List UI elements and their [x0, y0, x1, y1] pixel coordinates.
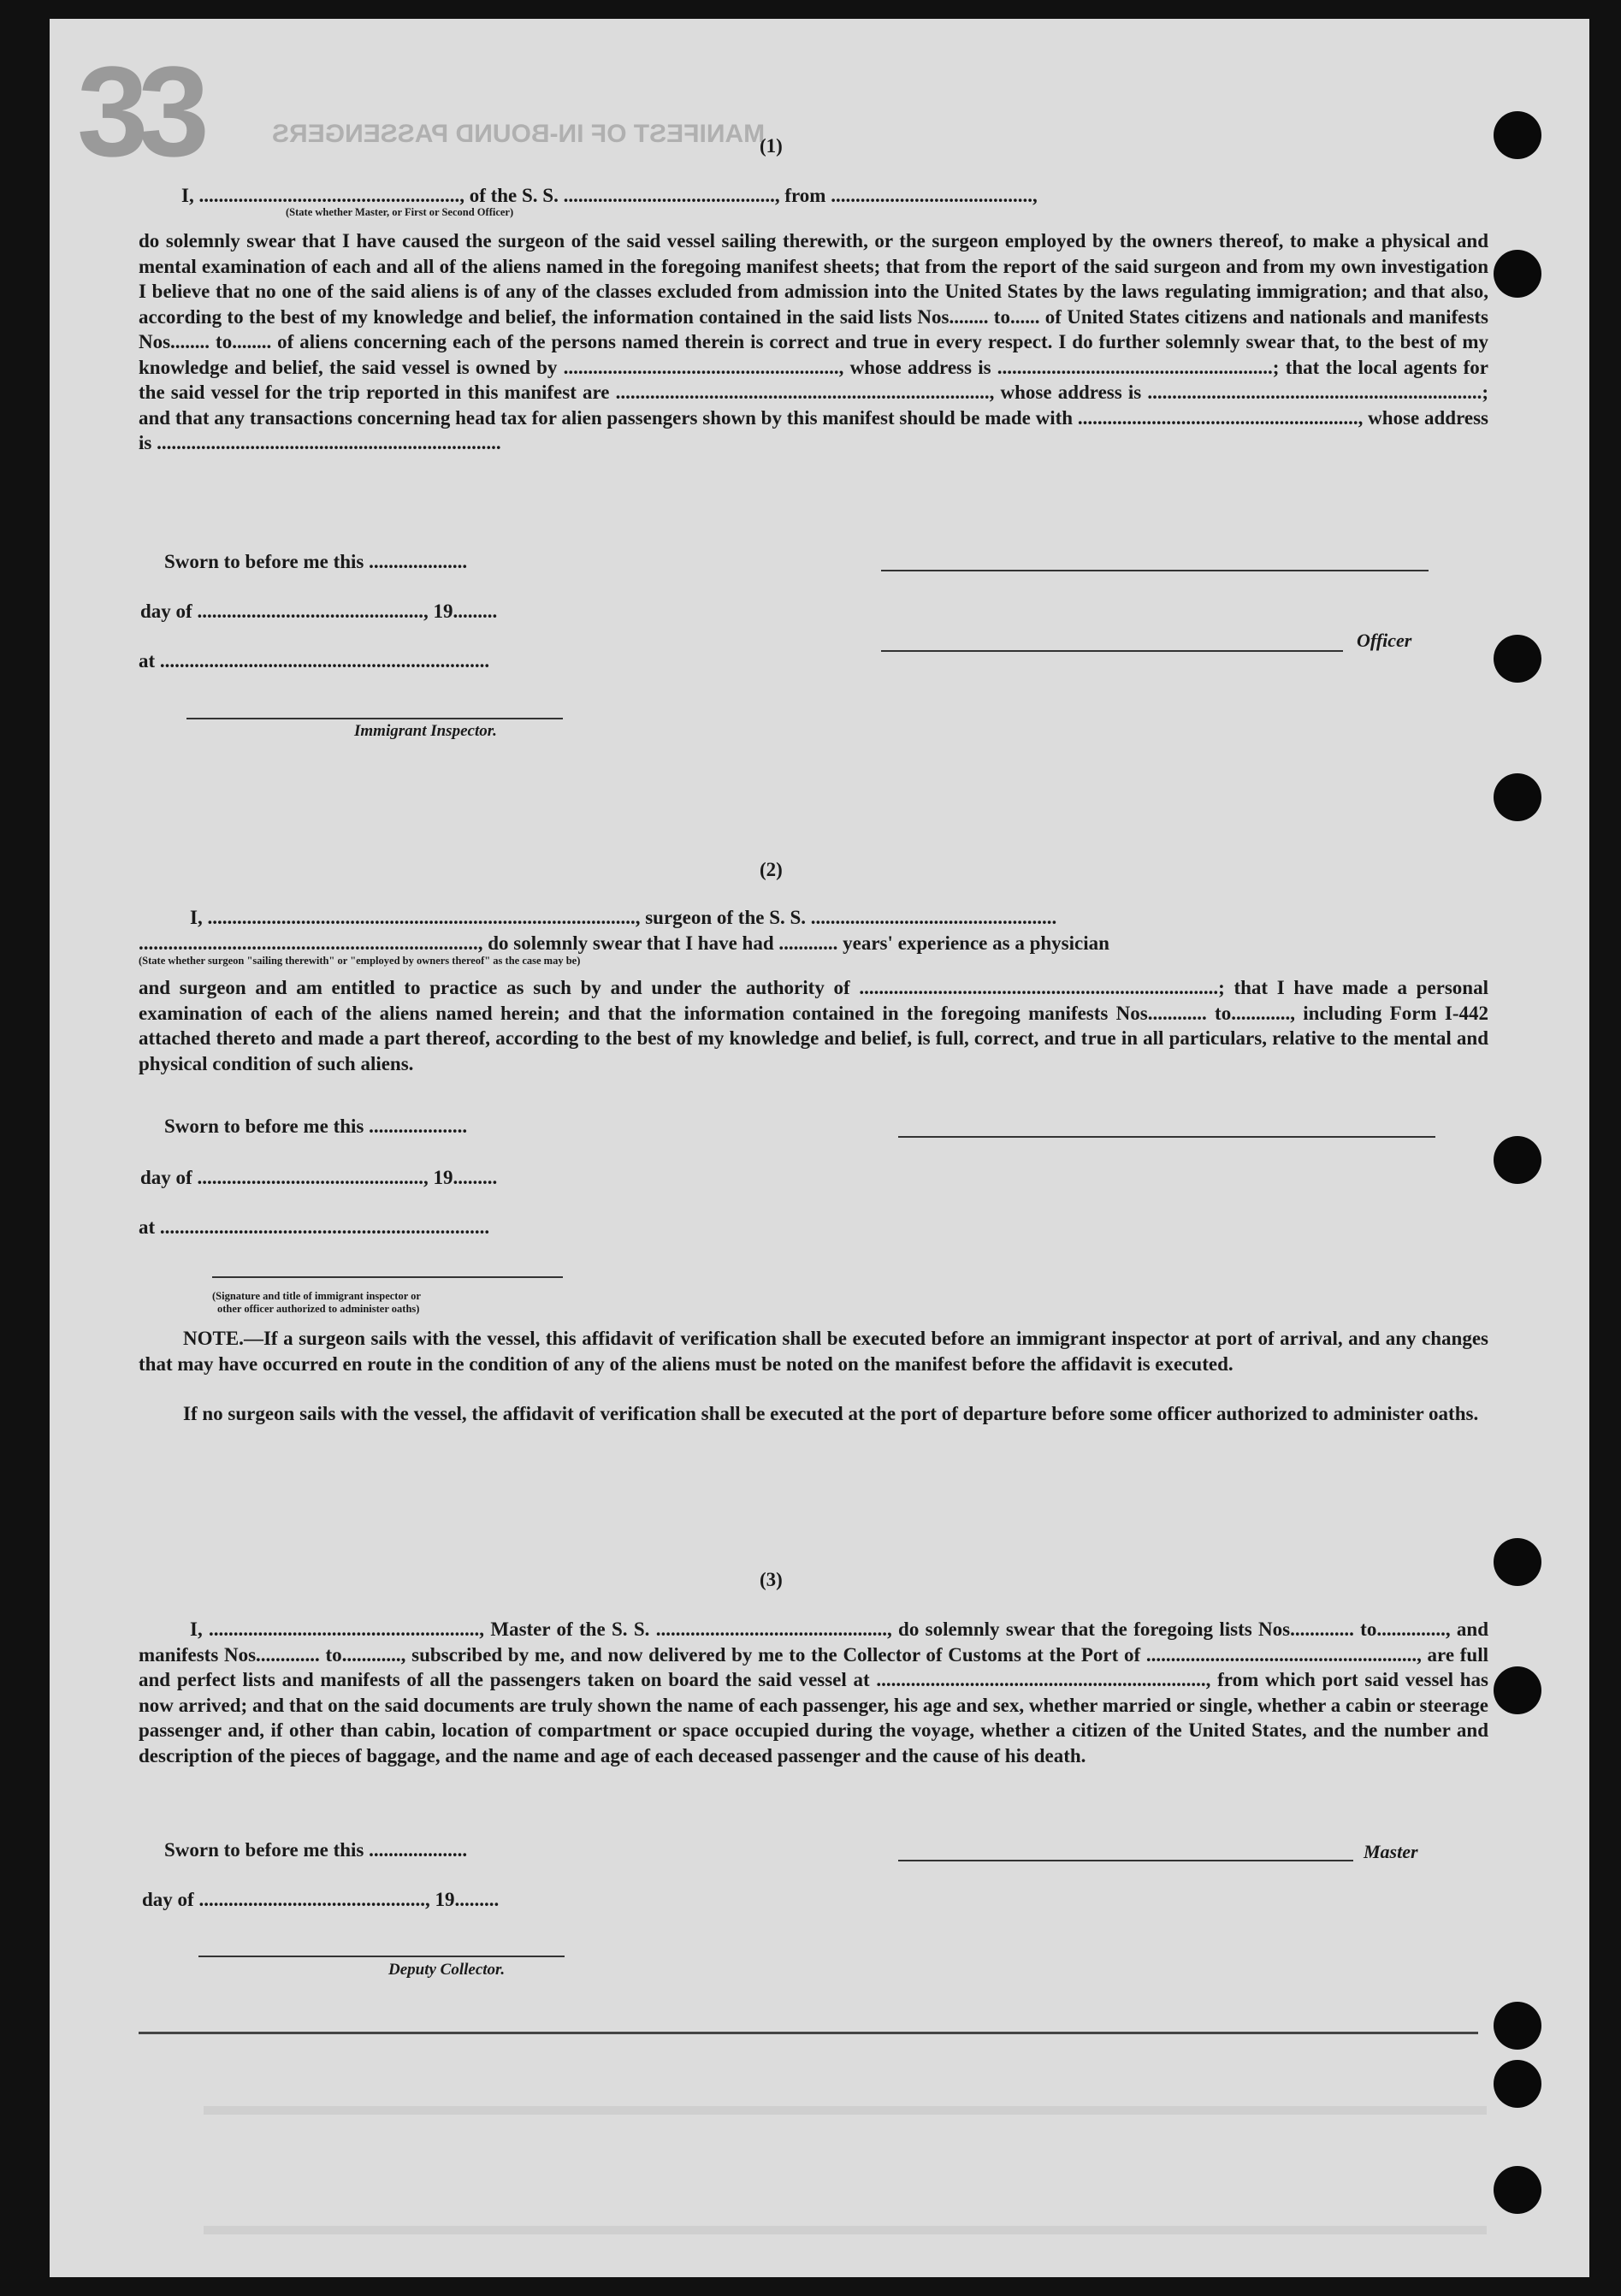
signature-note-line-1: (Signature and title of immigrant inspector or — [212, 1290, 421, 1302]
master-signature-line — [898, 1860, 1353, 1861]
section-1-oath-text: do solemnly swear that I have caused the surgeon of the said vessel sailing therewith, or the surgeon employed by the owners thereof, to make a physical and mental examination of each and all of the aliens named in the foregoing manifest sheets; that from the report of the said surgeon and from my own investigation I believe that no one of the said aliens is of any of the classes excluded from admission into the United States by the laws regulating immigration; and that also, according to the best of my knowledge and belief, the information contained in the said lists Nos........ to...... of United States citizens and nationals and manifests Nos........ to........ of aliens concerning each of the persons named therein is correct and true in every respect. I do further solemnly swear that, to the best of my knowledge and belief, the said vessel is owned by ........................................................, whose address is ........................................................; that the local agents for the said vessel for the trip reported in this manifest are ............................................................................, whose address is ....................................................................; and that any transactions concerning head tax for alien passengers shown by this manifest should be made with ........................................................., whose address is ...................................................................... — [139, 230, 1488, 453]
ghost-header-title: MANIFEST OF IN-BOUND PASSENGERS — [272, 120, 766, 148]
punch-hole — [1494, 2060, 1541, 2108]
section-2-heading: (2) — [760, 859, 783, 880]
note-body: —If a surgeon sails with the vessel, this affidavit of verification shall be executed before an immigrant inspector at port of arrival, and any changes that may have occurred en route in the condition of any of the aliens must be noted on the manifest before the affidavit is executed. — [139, 1328, 1488, 1375]
inspector-2-signature-line — [212, 1276, 563, 1278]
surgeon-note-paragraph — [139, 1326, 1488, 1376]
section-2-signature-line — [898, 1136, 1435, 1138]
punch-hole — [1494, 1136, 1541, 1184]
punch-hole — [1494, 111, 1541, 159]
punch-hole — [1494, 1666, 1541, 1714]
inspector-caption: Immigrant Inspector. — [354, 722, 497, 740]
section-1-heading: (1) — [760, 135, 783, 157]
officer-caption: Officer — [1357, 630, 1412, 651]
collector-signature-line — [198, 1956, 565, 1957]
section-1-sworn-line: Sworn to before me this .................... — [164, 551, 468, 572]
manifest-page — [50, 19, 1589, 2277]
punch-hole — [1494, 2166, 1541, 2214]
section-2-surgeon-note: (State whether surgeon "sailing therewith" or "employed by owners thereof" as the case may be) — [139, 955, 581, 967]
ghost-bottom-stamp — [204, 2106, 1487, 2234]
section-2-opening-line: I, ......................................................................................., surgeon of the S. S. .................................................. — [190, 907, 1057, 928]
ghost-stamp-number: 33 — [77, 39, 199, 183]
section-3-day-line: day of .............................................., 19......... — [142, 1889, 500, 1910]
section-2-day-line: day of .............................................., 19......... — [140, 1167, 498, 1188]
note-label: NOTE. — [183, 1328, 244, 1349]
section-1-signature-line-a — [881, 570, 1429, 571]
inspector-signature-line — [186, 718, 563, 719]
section-2-at-line: at ................................................................... — [139, 1216, 490, 1238]
punch-hole — [1494, 635, 1541, 683]
section-2-sworn-line: Sworn to before me this .................... — [164, 1115, 468, 1137]
punch-hole — [1494, 773, 1541, 821]
collector-caption: Deputy Collector. — [388, 1961, 506, 1979]
section-1-at-line: at ................................................................... — [139, 650, 490, 672]
signature-note-line-2: other officer authorized to administer oaths) — [217, 1303, 420, 1315]
no-surgeon-note-paragraph — [139, 1401, 1488, 1427]
section-3-heading: (3) — [760, 1569, 783, 1590]
master-caption: Master — [1364, 1841, 1418, 1862]
section-1-officer-note: (State whether Master, or First or Second Officer) — [286, 206, 514, 218]
note-body-2: If no surgeon sails with the vessel, the affidavit of verification shall be executed at the port of departure before some officer authorized to administer oaths. — [183, 1403, 1479, 1424]
section-2-oath-text: and surgeon and am entitled to practice as such by and under the authority of .........................................................................; that I have made a personal examination of each of the aliens named herein; and that the information contained in the foregoing manifests Nos............ to............, including Form I-442 attached thereto and made a part thereof, according to the best of my knowledge and belief, is full, correct, and true in all particulars, relative to the mental and physical condition of such aliens. — [139, 977, 1488, 1074]
section-2-experience-line: ....................................................................., do solemnly swear that I have had ............ years' experience as a physician — [139, 932, 1109, 954]
bottom-rule — [139, 2032, 1478, 2034]
section-1-signature-line-b — [881, 650, 1343, 652]
punch-hole — [1494, 1538, 1541, 1586]
punch-hole — [1494, 2002, 1541, 2050]
section-3-sworn-line: Sworn to before me this .................... — [164, 1839, 468, 1861]
section-1-opening-line: I, ....................................................., of the S. S. ..........................................., from ........................................., — [181, 185, 1038, 206]
section-3-oath-text: I, ......................................................., Master of the S. S. ..............................................., do solemnly swear that the foregoing lists Nos............. to.............., and manifests Nos............. to............, subscribed by me, and now delivered by me to the Collector of Customs at the Port of ......................................................., are full and perfect lists and manifests of all the passengers taken on board the said vessel at ..................................................................., from which port said vessel has now arrived; and that on the said documents are truly shown the name of each passenger, his age and sex, whether married or single, whether a cabin or steerage passenger and, if other than cabin, location of compartment or space occupied during the voyage, whether a citizen of the United States, and the number and description of the pieces of baggage, and the name and age of each deceased passenger and the cause of his death. — [139, 1618, 1488, 1766]
punch-hole — [1494, 250, 1541, 298]
section-1-day-line: day of .............................................., 19......... — [140, 601, 498, 622]
